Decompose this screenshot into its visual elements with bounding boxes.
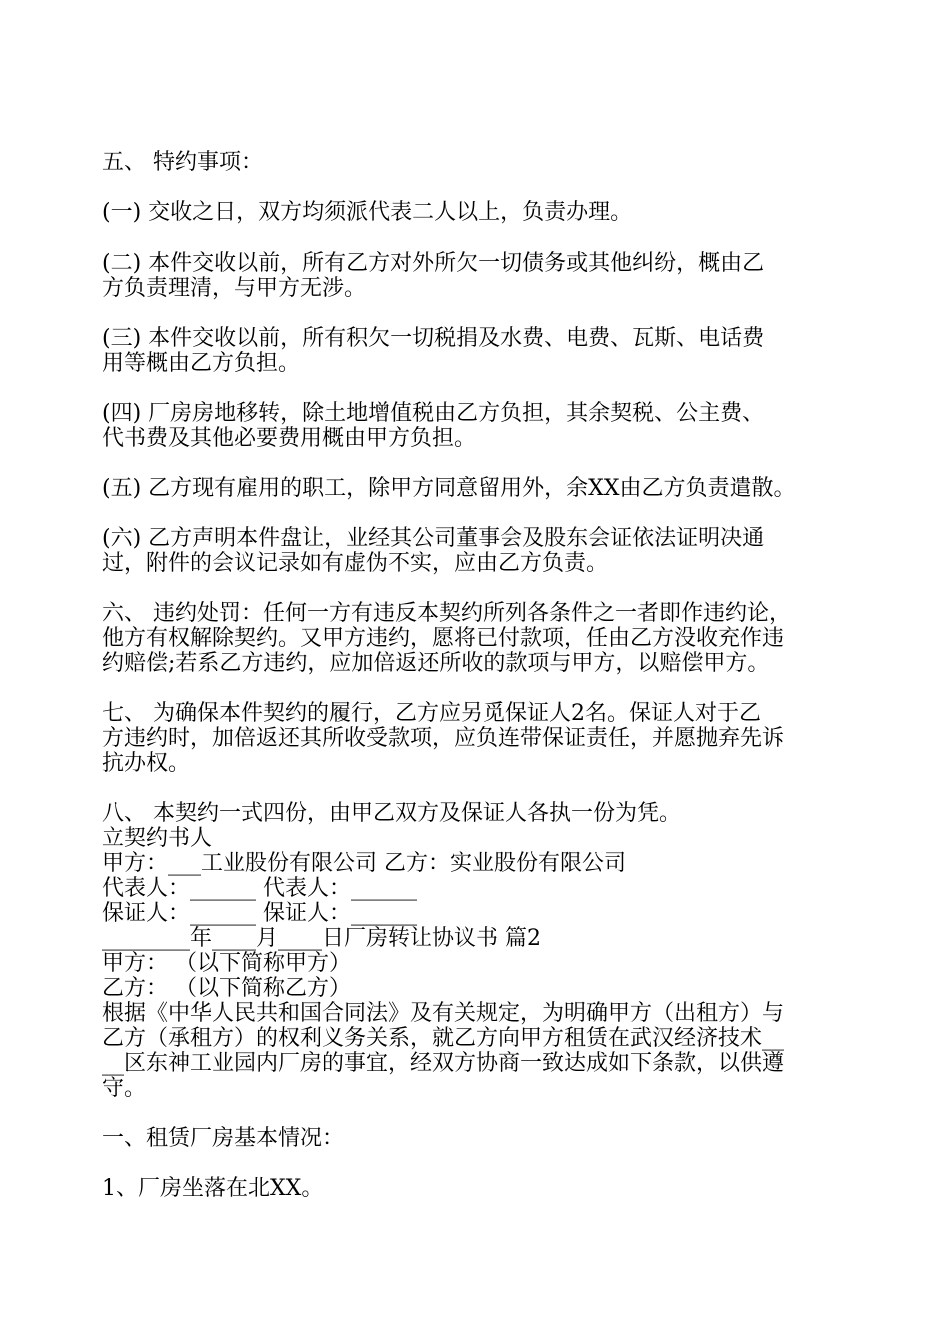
guarantors-line: 保证人：______ 保证人：______ [102,901,417,926]
party-b-line: 乙方： （以下简称乙方） [102,976,351,1001]
clause-5-3-line-1: (三) 本件交收以前，所有积欠一切税捐及水费、电费、瓦斯、电话费 [102,326,765,351]
clause-5-1: (一) 交收之日，双方均须派代表二人以上，负责办理。 [102,200,633,225]
signatories-heading: 立契约书人 [102,826,213,851]
preamble-line-2: 乙方（承租方）的权利义务关系，就乙方向甲方租赁在武汉经济技术__ [102,1026,785,1051]
section-7-line-3: 抗办权。 [102,751,191,776]
section-5-heading: 五、 特约事项： [102,150,263,175]
clause-5-6-line-2: 过，附件的会议记录如有虚伪不实，应由乙方负责。 [102,551,609,576]
party-names-line: 甲方：___工业股份有限公司 乙方：实业股份有限公司 [102,851,626,876]
section-7-line-1: 七、 为确保本件契约的履行，乙方应另觅保证人2名。保证人对于乙 [102,701,761,726]
clause-5-6-line-1: (六) 乙方声明本件盘让，业经其公司董事会及股东会证依法证明决通 [102,526,765,551]
section-8: 八、 本契约一式四份，由甲乙双方及保证人各执一份为凭。 [102,801,681,826]
clause-5-4-line-2: 代书费及其他必要费用概由甲方负担。 [102,426,477,451]
preamble-line-4: 守。 [102,1076,147,1101]
preamble-line-1: 根据《中华人民共和国合同法》及有关规定，为明确甲方（出租方）与 [102,1001,785,1026]
lease-section-1-heading: 一、租赁厂房基本情况： [102,1126,345,1151]
preamble-line-3: __区东神工业园内厂房的事宜，经双方协商一致达成如下条款，以供遵 [102,1051,785,1076]
section-6-line-3: 约赔偿;若系乙方违约，应加倍返还所收的款项与甲方，以赔偿甲方。 [102,651,770,676]
lease-item-1: 1、厂房坐落在北XX。 [102,1176,324,1201]
clause-5-2-line-1: (二) 本件交收以前，所有乙方对外所欠一切债务或其他纠纷，概由乙 [102,251,765,276]
representatives-line: 代表人：______ 代表人：______ [102,876,417,901]
clause-5-5: (五) 乙方现有雇用的职工，除甲方同意留用外，余XX由乙方负责遣散。 [102,476,796,501]
section-6-line-1: 六、 违约处罚：任何一方有违反本契约所列各条件之一者即作违约论， [102,601,791,626]
clause-5-2-line-2: 方负责理清，与甲方无涉。 [102,276,367,301]
clause-5-4-line-1: (四) 厂房房地移转，除土地增值税由乙方负担，其余契税、公主费、 [102,401,765,426]
party-a-line: 甲方： （以下简称甲方） [102,951,351,976]
clause-5-3-line-2: 用等概由乙方负担。 [102,351,301,376]
date-and-title-line: ________年____月____日厂房转让协议书 篇2 [102,926,541,951]
section-6-line-2: 他方有权解除契约。又甲方违约，愿将已付款项，任由乙方没收充作违 [102,626,785,651]
section-7-line-2: 方违约时，加倍返还其所收受款项，应负连带保证责任，并愿抛弃先诉 [102,726,785,751]
